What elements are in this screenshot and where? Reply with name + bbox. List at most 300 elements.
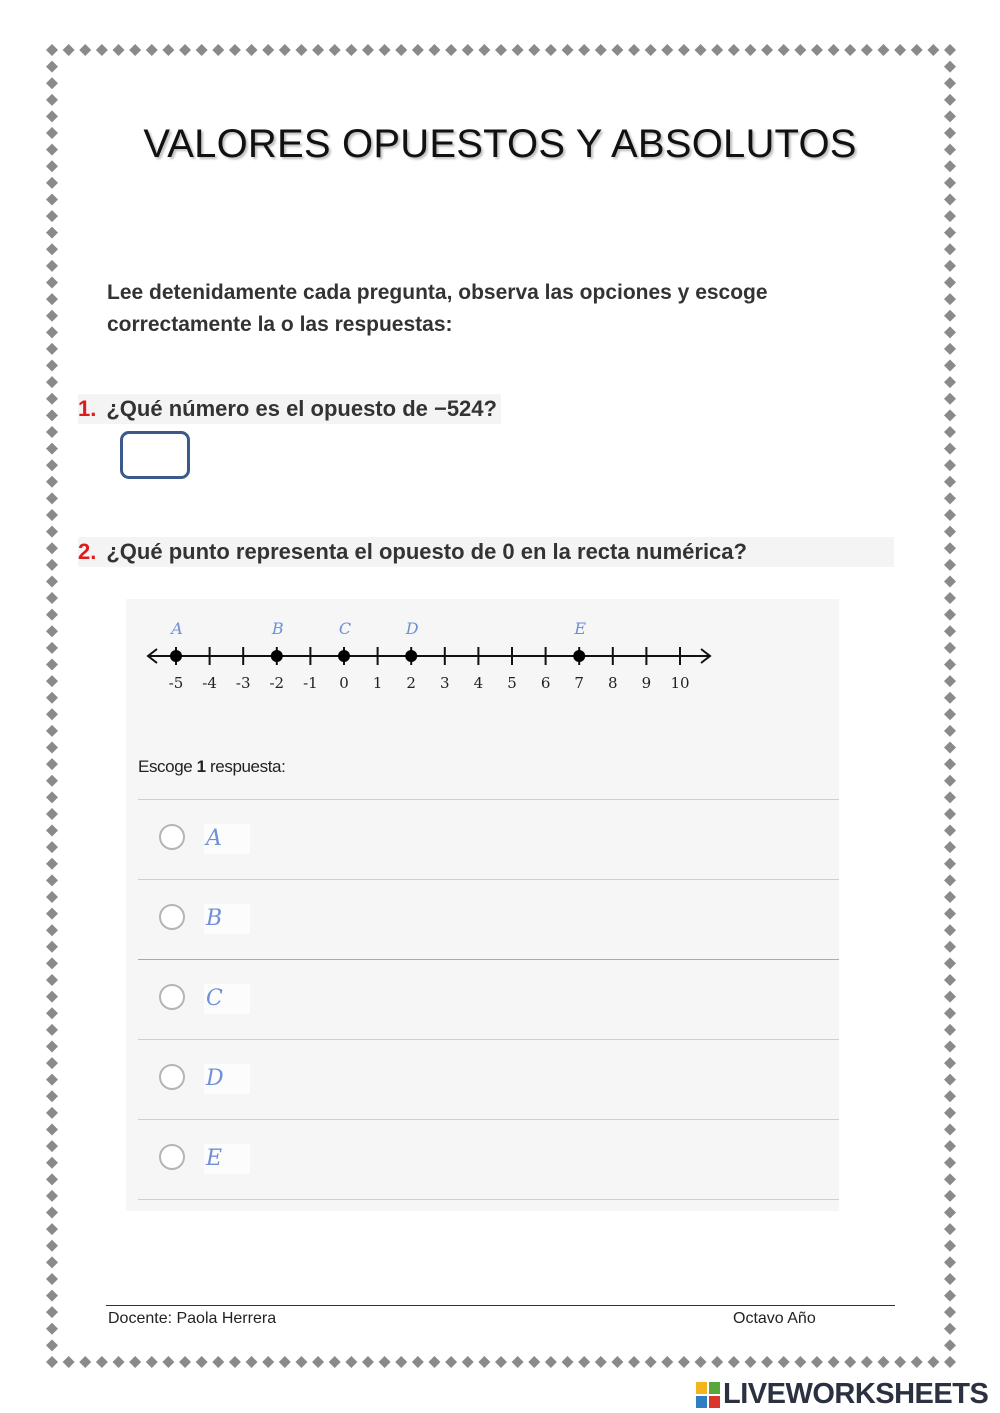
border-diamond [262,1356,274,1368]
border-diamond [944,393,956,405]
border-diamond [46,758,58,770]
border-diamond [944,210,956,222]
border-diamond [728,1356,740,1368]
border-diamond [944,509,956,521]
option-c[interactable] [138,960,839,1040]
border-diamond [944,891,956,903]
number-line-point-a [170,650,182,662]
border-diamond [628,44,640,56]
border-diamond [828,1356,840,1368]
border-diamond [944,1024,956,1036]
border-diamond [944,426,956,438]
border-diamond [229,44,241,56]
number-line-point-label: A [171,619,183,638]
number-line-tick-label: 7 [574,674,584,692]
option-d-label: D [204,1064,250,1094]
border-diamond [944,476,956,488]
border-diamond [944,742,956,754]
border-diamond [46,609,58,621]
border-diamond [578,44,590,56]
border-diamond [944,642,956,654]
border-diamond [944,559,956,571]
border-diamond [944,360,956,372]
border-diamond [46,260,58,272]
border-diamond [911,1356,923,1368]
border-diamond [944,941,956,953]
border-diamond [595,44,607,56]
border-diamond [46,1057,58,1069]
border-diamond [512,44,524,56]
border-diamond [462,1356,474,1368]
border-diamond [46,675,58,687]
border-diamond [196,1356,208,1368]
number-line [126,599,839,709]
option-b-label: B [204,904,250,934]
option-a-label: A [204,824,250,854]
border-diamond [944,874,956,886]
border-diamond [944,675,956,687]
border-diamond [46,708,58,720]
number-line-tick-label: -5 [168,674,184,692]
footer-divider [106,1305,895,1306]
border-diamond [944,376,956,388]
border-diamond [944,1323,956,1335]
choice-prompt-before: Escoge [138,757,197,776]
border-diamond [46,808,58,820]
number-line-tick-label: 5 [507,674,517,692]
border-diamond [46,1040,58,1052]
border-diamond [944,1040,956,1052]
border-diamond [478,44,490,56]
border-diamond [778,1356,790,1368]
border-diamond [678,1356,690,1368]
choice-prompt-count: 1 [196,757,206,776]
option-c-label: C [204,984,250,1014]
border-diamond [944,708,956,720]
border-diamond [113,44,125,56]
border-diamond [46,841,58,853]
number-line-tick-label: -4 [202,674,217,692]
border-diamond [944,758,956,770]
instructions [107,277,867,341]
border-diamond [944,1223,956,1235]
border-diamond [744,44,756,56]
number-line-point-d [405,650,417,662]
border-diamond [46,1256,58,1268]
border-diamond [944,277,956,289]
border-diamond [944,841,956,853]
border-diamond [46,725,58,737]
border-diamond [944,808,956,820]
question-1-number: 1. [78,396,97,421]
border-diamond [911,44,923,56]
border-diamond [562,44,574,56]
border-diamond [944,725,956,737]
border-diamond [362,1356,374,1368]
number-line-tick-label: -3 [235,674,251,692]
border-diamond [246,44,258,56]
border-diamond [645,44,657,56]
border-diamond [329,44,341,56]
border-diamond [794,44,806,56]
border-diamond [595,1356,607,1368]
border-diamond [46,858,58,870]
border-diamond [428,44,440,56]
radio-b[interactable] [159,904,185,930]
border-diamond [329,1356,341,1368]
instructions-line-1: Lee detenidamente cada pregunta, observa las opciones y escoge [107,281,768,304]
border-diamond [877,44,889,56]
border-diamond [495,1356,507,1368]
border-diamond [46,210,58,222]
border-diamond [46,1323,58,1335]
number-line-point-label: B [271,619,284,638]
border-diamond [944,775,956,787]
instructions-line-2: correctamente la o las respuestas: [107,313,453,336]
border-diamond [944,1107,956,1119]
border-diamond [262,44,274,56]
option-e-label: E [204,1144,250,1174]
border-diamond [46,509,58,521]
page-title: VALORES OPUESTOS Y ABSOLUTOS [143,122,857,166]
border-diamond [46,957,58,969]
border-diamond [345,44,357,56]
border-diamond [944,227,956,239]
border-diamond [944,1157,956,1169]
border-diamond [944,443,956,455]
border-diamond [312,1356,324,1368]
border-diamond [46,44,58,56]
border-diamond [778,44,790,56]
border-diamond [678,44,690,56]
border-diamond [46,1140,58,1152]
border-diamond [944,94,956,106]
border-diamond [478,1356,490,1368]
border-diamond [46,227,58,239]
border-diamond [944,974,956,986]
border-diamond [46,1190,58,1202]
border-diamond [711,44,723,56]
radio-c[interactable] [159,984,185,1010]
border-diamond [46,1007,58,1019]
border-diamond [46,1173,58,1185]
border-diamond [828,44,840,56]
border-diamond [46,991,58,1003]
choice-prompt [138,757,285,777]
border-diamond [445,44,457,56]
border-diamond [944,575,956,587]
border-diamond [46,476,58,488]
border-diamond [944,1256,956,1268]
border-diamond [944,343,956,355]
number-line-point-label: E [574,619,587,638]
option-b[interactable] [138,880,839,960]
border-diamond [46,293,58,305]
number-line-tick-label: -1 [303,674,318,692]
border-diamond [761,1356,773,1368]
border-diamond [129,1356,141,1368]
border-diamond [46,1223,58,1235]
border-diamond [79,44,91,56]
border-diamond [46,658,58,670]
border-diamond [495,44,507,56]
option-d[interactable] [138,1040,839,1120]
border-diamond [944,326,956,338]
border-diamond [379,1356,391,1368]
border-diamond [611,44,623,56]
border-diamond [46,459,58,471]
question-1-answer-input[interactable] [120,431,190,479]
number-line-tick-label: 1 [372,674,383,692]
footer-teacher: Docente: Paola Herrera [108,1310,277,1327]
border-diamond [794,1356,806,1368]
border-diamond [46,1074,58,1086]
border-diamond [545,1356,557,1368]
border-diamond [761,44,773,56]
border-diamond [944,1273,956,1285]
border-diamond [944,61,956,73]
border-diamond [46,310,58,322]
border-diamond [179,1356,191,1368]
border-diamond [395,1356,407,1368]
border-diamond [212,1356,224,1368]
border-diamond [46,526,58,538]
border-diamond [46,1306,58,1318]
border-diamond [944,1190,956,1202]
border-diamond [562,1356,574,1368]
border-diamond [877,1356,889,1368]
number-line-tick-label: 9 [641,674,652,692]
border-diamond [944,1173,956,1185]
border-diamond [944,957,956,969]
border-diamond [944,1090,956,1102]
border-diamond [944,177,956,189]
border-diamond [46,193,58,205]
border-diamond [46,575,58,587]
number-line-point-label: D [405,619,419,638]
border-diamond [545,44,557,56]
border-diamond [46,1107,58,1119]
border-diamond [927,1356,939,1368]
border-diamond [379,44,391,56]
border-diamond [861,44,873,56]
border-diamond [944,492,956,504]
option-a[interactable] [138,800,839,880]
border-diamond [944,110,956,122]
border-diamond [711,1356,723,1368]
border-diamond [46,941,58,953]
border-diamond [844,1356,856,1368]
border-diamond [46,559,58,571]
border-diamond [445,1356,457,1368]
border-diamond [229,1356,241,1368]
question-2-panel [126,599,839,1211]
border-diamond [46,974,58,986]
number-line-tick-label: -2 [269,674,285,692]
border-diamond [944,1074,956,1086]
border-diamond [528,44,540,56]
option-e[interactable] [138,1120,839,1200]
border-diamond [944,260,956,272]
number-line-point-label: C [338,619,352,638]
border-diamond [645,1356,657,1368]
border-diamond [412,44,424,56]
border-diamond [46,243,58,255]
answer-options [138,799,839,1200]
border-diamond [96,44,108,56]
border-diamond [944,924,956,936]
border-diamond [345,1356,357,1368]
border-diamond [944,1290,956,1302]
number-line-tick-label: 6 [540,674,551,692]
border-diamond [46,692,58,704]
border-diamond [46,376,58,388]
border-diamond [46,1157,58,1169]
radio-e[interactable] [159,1144,185,1170]
border-diamond [944,1339,956,1351]
border-diamond [927,44,939,56]
border-diamond [512,1356,524,1368]
border-diamond [944,908,956,920]
number-line-tick-label: 10 [670,674,690,692]
border-diamond [46,343,58,355]
border-diamond [46,393,58,405]
border-diamond [63,44,75,56]
border-diamond [96,1356,108,1368]
border-diamond [162,1356,174,1368]
border-diamond [894,1356,906,1368]
border-diamond [628,1356,640,1368]
border-diamond [46,426,58,438]
border-diamond [46,1273,58,1285]
border-diamond [462,44,474,56]
choice-prompt-after: respuesta: [205,757,286,776]
border-diamond [944,193,956,205]
border-diamond [113,1356,125,1368]
border-diamond [46,110,58,122]
border-diamond [46,1240,58,1252]
question-1 [78,394,501,424]
border-diamond [428,1356,440,1368]
border-diamond [46,1356,58,1368]
border-diamond [395,44,407,56]
border-diamond [412,1356,424,1368]
number-line-tick-label: 0 [339,674,349,692]
border-diamond [695,1356,707,1368]
border-diamond [744,1356,756,1368]
border-diamond [944,1123,956,1135]
footer-grade: Octavo Año [733,1310,816,1327]
border-diamond [944,310,956,322]
border-diamond [894,44,906,56]
number-line-point-b [271,650,283,662]
border-diamond [578,1356,590,1368]
border-diamond [279,1356,291,1368]
border-diamond [146,44,158,56]
border-diamond [46,625,58,637]
border-diamond [944,44,956,56]
border-diamond [46,742,58,754]
border-diamond [46,791,58,803]
border-diamond [46,1339,58,1351]
border-diamond [46,177,58,189]
border-diamond [46,542,58,554]
border-diamond [46,61,58,73]
border-diamond [944,1007,956,1019]
liveworksheets-logo-text: LIVEWORKSHEETS [723,1378,989,1410]
border-diamond [728,44,740,56]
border-diamond [46,326,58,338]
border-diamond [528,1356,540,1368]
border-diamond [46,360,58,372]
border-diamond [46,94,58,106]
border-diamond [944,609,956,621]
number-line-tick-label: 4 [473,674,484,692]
border-diamond [944,409,956,421]
liveworksheets-logo [696,1378,988,1411]
border-diamond [944,1306,956,1318]
border-diamond [844,44,856,56]
border-diamond [944,658,956,670]
border-diamond [179,44,191,56]
border-diamond [46,825,58,837]
border-diamond [944,825,956,837]
border-diamond [46,775,58,787]
border-diamond [944,592,956,604]
border-diamond [944,293,956,305]
border-diamond [811,1356,823,1368]
border-diamond [46,924,58,936]
border-diamond [944,542,956,554]
border-diamond [944,77,956,89]
border-diamond [46,874,58,886]
question-2-text: ¿Qué punto representa el opuesto de 0 en la recta numérica? [106,539,747,564]
border-diamond [312,44,324,56]
radio-d[interactable] [159,1064,185,1090]
border-diamond [944,1140,956,1152]
border-diamond [295,44,307,56]
border-diamond [196,44,208,56]
border-diamond [944,625,956,637]
radio-a[interactable] [159,824,185,850]
border-diamond [695,44,707,56]
border-diamond [46,277,58,289]
border-diamond [944,1057,956,1069]
border-diamond [46,891,58,903]
border-diamond [944,459,956,471]
border-diamond [46,1290,58,1302]
border-diamond [46,1090,58,1102]
number-line-tick-label: 8 [608,674,618,692]
border-diamond [661,44,673,56]
border-diamond [46,1123,58,1135]
border-diamond [46,1024,58,1036]
border-diamond [861,1356,873,1368]
border-diamond [63,1356,75,1368]
border-diamond [46,592,58,604]
border-diamond [46,1207,58,1219]
border-diamond [79,1356,91,1368]
number-line-point-c [338,650,350,662]
question-1-text: ¿Qué número es el opuesto de −524? [106,396,497,421]
border-diamond [46,409,58,421]
border-diamond [944,791,956,803]
border-diamond [661,1356,673,1368]
border-diamond [944,991,956,1003]
border-diamond [944,243,956,255]
border-diamond [944,1240,956,1252]
border-diamond [212,44,224,56]
